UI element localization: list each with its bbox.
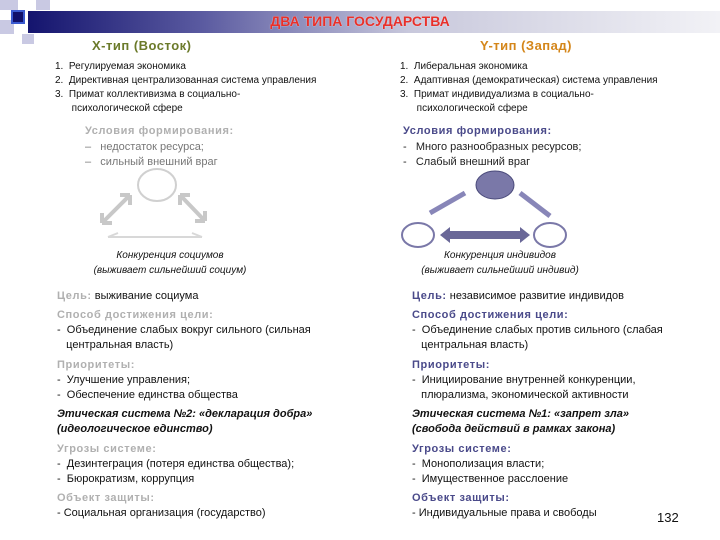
- column-heading: Х-тип (Восток): [92, 38, 192, 53]
- diagram-caption: (выживает сильнейший индивид): [421, 265, 579, 276]
- method-item: центральная власть): [57, 339, 174, 351]
- threat-label: Угрозы системе:: [57, 443, 157, 455]
- decor-square: [22, 34, 34, 44]
- threat-label: Угрозы системе:: [412, 443, 512, 455]
- filled-circle-icon: [476, 171, 514, 199]
- prio-item: плюрализма, экономической активности: [412, 389, 629, 401]
- prio-item: - Обеспечение единства общества: [57, 389, 238, 401]
- goal-text: выживание социума: [91, 290, 199, 302]
- condition-item: - Много разнообразных ресурсов;: [403, 141, 582, 153]
- object-label: Объект защиты:: [57, 492, 155, 504]
- circle-icon: [402, 223, 434, 247]
- threat-item: - Дезинтеграция (потеря единства общества);: [57, 458, 295, 470]
- ethics-line: Этическая система №2: «декларация добра»: [57, 408, 313, 420]
- object-item: - Индивидуальные права и свободы: [412, 507, 597, 519]
- prio-label: Приоритеты:: [412, 359, 490, 371]
- list-item: 1. Либеральная экономика: [400, 61, 528, 72]
- goal-line: [57, 290, 199, 302]
- double-arrow-icon: [108, 233, 202, 237]
- page-number: 132: [657, 510, 679, 525]
- x-diagram: [90, 165, 220, 250]
- ethics-line: Этическая система №1: «запрет зла»: [412, 408, 629, 420]
- threat-item: - Бюрократизм, коррупция: [57, 473, 195, 485]
- list-item: психологической сфере: [400, 103, 528, 114]
- conditions-label: Условия формирования:: [85, 125, 234, 137]
- list-item: 3. Примат коллективизма в социально-: [55, 89, 241, 100]
- list-item: психологической сфере: [55, 103, 183, 114]
- condition-item: - Слабый внешний враг: [403, 156, 531, 168]
- decor-square: [36, 0, 50, 10]
- circle-icon: [534, 223, 566, 247]
- list-item: 2. Адаптивная (демократическая) система управления: [400, 75, 658, 86]
- ethics-line: (свобода действий в рамках закона): [412, 423, 616, 435]
- slide-title: ДВА ТИПА ГОСУДАРСТВА: [270, 13, 450, 29]
- column-heading: Y-тип (Запад): [480, 38, 572, 53]
- decor-square: [0, 0, 18, 10]
- method-label: Способ достижения цели:: [57, 309, 214, 321]
- goal-label: Цель:: [412, 290, 447, 302]
- condition-item: – сильный внешний враг: [85, 156, 218, 168]
- conditions-label: Условия формирования:: [403, 125, 552, 137]
- double-arrow-icon: [520, 193, 550, 216]
- circle-icon: [138, 169, 176, 201]
- list-item: 2. Директивная централизованная система управления: [55, 75, 317, 86]
- double-arrow-icon: [430, 193, 465, 213]
- y-diagram: [400, 168, 570, 248]
- diagram-caption: Конкуренция индивидов: [444, 250, 556, 261]
- method-item: - Объединение слабых вокруг сильного (сильная: [57, 324, 311, 336]
- goal-text: независимое развитие индивидов: [446, 290, 625, 302]
- diagram-caption: (выживает сильнейший социум): [93, 265, 247, 276]
- diagram-caption: Конкуренция социумов: [116, 250, 224, 261]
- condition-item: – недостаток ресурса;: [85, 141, 204, 153]
- object-label: Объект защиты:: [412, 492, 510, 504]
- list-item: 3. Примат индивидуализма в социально-: [400, 89, 594, 100]
- double-arrow-icon: [102, 195, 130, 223]
- object-item: - Социальная организация (государство): [57, 507, 266, 519]
- ethics-line: (идеологическое единство): [57, 423, 213, 435]
- threat-item: - Монополизация власти;: [412, 458, 545, 470]
- method-item: центральная власть): [412, 339, 529, 351]
- threat-item: - Имущественное расслоение: [412, 473, 569, 485]
- prio-item: - Улучшение управления;: [57, 374, 191, 386]
- prio-item: - Инициирование внутренней конкуренции,: [412, 374, 636, 386]
- double-arrow-icon: [180, 195, 205, 221]
- method-label: Способ достижения цели:: [412, 309, 569, 321]
- list-item: 1. Регулируемая экономика: [55, 61, 186, 72]
- prio-label: Приоритеты:: [57, 359, 135, 371]
- method-item: - Объединение слабых против сильного (слабая: [412, 324, 663, 336]
- goal-label: Цель:: [57, 290, 92, 302]
- goal-line: [412, 290, 624, 302]
